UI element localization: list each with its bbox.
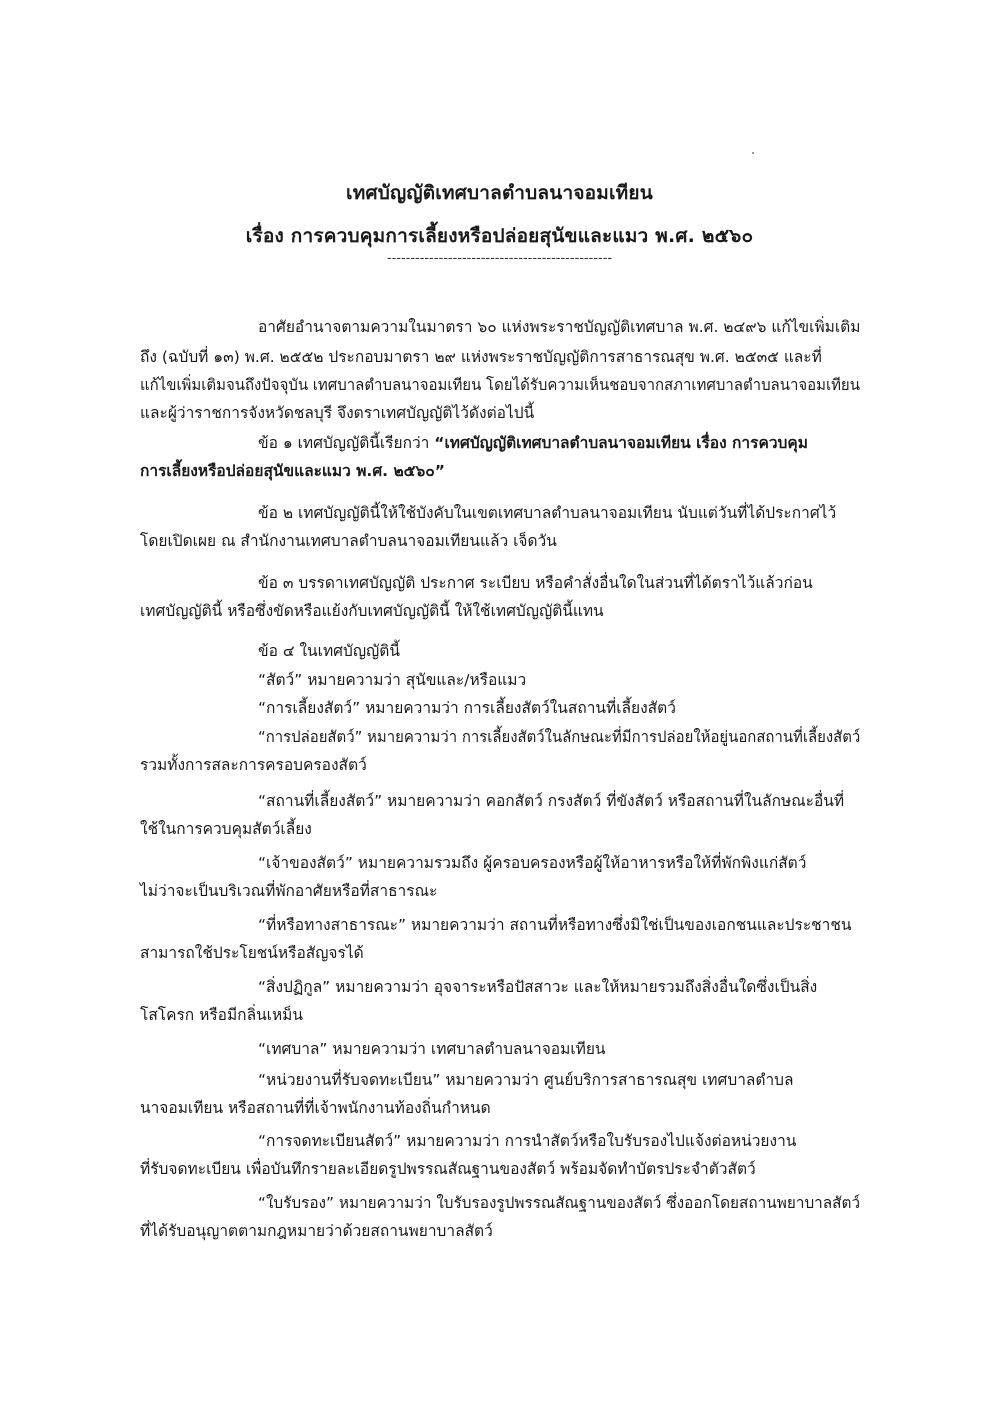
article-1-line-2: การเลี้ยงหรือปล่อยสุนัขและแมว พ.ศ. ๒๕๖๐” bbox=[140, 462, 445, 480]
article-2-line-1: ข้อ ๒ เทศบัญญัตินี้ให้ใช้บังคับในเขตเทศบาลตำบลนาจอมเทียน นับแต่วันที่ได้ประกาศไว้ bbox=[258, 504, 837, 522]
definition-premises-line-1: “สถานที่เลี้ยงสัตว์” หมายความว่า คอกสัตว์ กรงสัตว์ ที่ขังสัตว์ หรือสถานที่ในลักษณะอื่นที่ bbox=[258, 792, 845, 810]
preamble-line-1: อาศัยอำนาจตามความในมาตรา ๖๐ แห่งพระราชบัญญัติเทศบาล พ.ศ. ๒๔๙๖ แก้ไขเพิ่มเติม bbox=[258, 318, 861, 336]
definition-animal: “สัตว์” หมายความว่า สุนัขและ/หรือแมว bbox=[258, 671, 527, 689]
scan-speck bbox=[752, 152, 754, 154]
preamble-line-4: และผู้ว่าราชการจังหวัดชลบุรี จึงตราเทศบัญญัติไว้ดังต่อไปนี้ bbox=[140, 404, 535, 422]
title-separator: ------------------------------------------------ bbox=[386, 251, 613, 266]
definition-owner-line-1: “เจ้าของสัตว์” หมายความรวมถึง ผู้ครอบครองหรือผู้ให้อาหารหรือให้ที่พักพิงแก่สัตว์ bbox=[258, 854, 807, 872]
definition-releasing-line-1: “การปล่อยสัตว์” หมายความว่า การเลี้ยงสัตว์ในลักษณะที่มีการปล่อยให้อยู่นอกสถานที่เลี้ยงสัตว์ bbox=[258, 728, 861, 746]
definition-certificate-line-2: ที่ได้รับอนุญาตตามกฎหมายว่าด้วยสถานพยาบาลสัตว์ bbox=[140, 1222, 493, 1240]
definition-owner-line-2: ไม่ว่าจะเป็นบริเวณที่พักอาศัยหรือที่สาธารณะ bbox=[140, 882, 438, 900]
definition-releasing-line-2: รวมทั้งการสละการครอบครองสัตว์ bbox=[140, 756, 367, 774]
definition-registration-line-2: ที่รับจดทะเบียน เพื่อบันทึกรายละเอียดรูปพรรณสัณฐานของสัตว์ พร้อมจัดทำบัตรประจำตัวสัตว์ bbox=[140, 1160, 756, 1178]
article-3-line-2: เทศบัญญัตินี้ หรือซึ่งขัดหรือแย้งกับเทศบัญญัตินี้ ให้ใช้เทศบัญญัตินี้แทน bbox=[140, 602, 604, 620]
definition-registrar-line-1: “หน่วยงานที่รับจดทะเบียน” หมายความว่า ศูนย์บริการสาธารณสุข เทศบาลตำบล bbox=[258, 1071, 794, 1089]
definition-premises-line-2: ใช้ในการควบคุมสัตว์เลี้ยง bbox=[140, 820, 312, 838]
article-2-line-2: โดยเปิดเผย ณ สำนักงานเทศบาลตำบลนาจอมเทียนแล้ว เจ็ดวัน bbox=[140, 532, 557, 550]
article-1-prefix: ข้อ ๑ เทศบัญญัตินี้เรียกว่า bbox=[258, 434, 435, 452]
definition-public-place-line-2: สามารถใช้ประโยชน์หรือสัญจรได้ bbox=[140, 944, 364, 962]
document-title: เทศบัญญัติเทศบาลตำบลนาจอมเทียน bbox=[346, 182, 653, 204]
article-3-line-1: ข้อ ๓ บรรดาเทศบัญญัติ ประกาศ ระเบียบ หรือคำสั่งอื่นใดในส่วนที่ได้ตราไว้แล้วก่อน bbox=[258, 574, 813, 592]
definition-municipality: “เทศบาล” หมายความว่า เทศบาลตำบลนาจอมเทียน bbox=[258, 1040, 606, 1058]
article-1-title-a: “เทศบัญญัติเทศบาลตำบลนาจอมเทียน เรื่อง การควบคุม bbox=[434, 434, 808, 452]
document-subtitle: เรื่อง การควบคุมการเลี้ยงหรือปล่อยสุนัขและแมว พ.ศ. ๒๕๖๐ bbox=[245, 225, 754, 247]
definition-registrar-line-2: นาจอมเทียน หรือสถานที่ที่เจ้าพนักงานท้องถิ่นกำหนด bbox=[140, 1099, 491, 1117]
definition-waste-line-1: “สิ่งปฏิกูล” หมายความว่า อุจจาระหรือปัสสาวะ และให้หมายรวมถึงสิ่งอื่นใดซึ่งเป็นสิ่ง bbox=[258, 978, 818, 996]
definition-keeping: “การเลี้ยงสัตว์” หมายความว่า การเลี้ยงสัตว์ในสถานที่เลี้ยงสัตว์ bbox=[258, 699, 676, 717]
article-4-intro: ข้อ ๔ ในเทศบัญญัตินี้ bbox=[258, 642, 400, 660]
definition-certificate-line-1: “ใบรับรอง” หมายความว่า ใบรับรองรูปพรรณสัณฐานของสัตว์ ซึ่งออกโดยสถานพยาบาลสัตว์ bbox=[258, 1194, 861, 1212]
article-1-line-1 bbox=[258, 433, 808, 453]
definition-registration-line-1: “การจดทะเบียนสัตว์” หมายความว่า การนำสัตว์หรือใบรับรองไปแจ้งต่อหน่วยงาน bbox=[258, 1132, 797, 1150]
definition-waste-line-2: โสโครก หรือมีกลิ่นเหม็น bbox=[140, 1006, 303, 1024]
definition-public-place-line-1: “ที่หรือทางสาธารณะ” หมายความว่า สถานที่หรือทางซึ่งมิใช่เป็นของเอกชนและประชาชน bbox=[258, 916, 852, 934]
preamble-line-2: ถึง (ฉบับที่ ๑๓) พ.ศ. ๒๕๕๒ ประกอบมาตรา ๒๙ แห่งพระราชบัญญัติการสาธารณสุข พ.ศ. ๒๕๓๕ และที่ bbox=[140, 348, 822, 366]
preamble-line-3: แก้ไขเพิ่มเติมจนถึงปัจจุบัน เทศบาลตำบลนาจอมเทียน โดยได้รับความเห็นชอบจากสภาเทศบาลตำบลนาจอมเทียน bbox=[140, 376, 860, 394]
